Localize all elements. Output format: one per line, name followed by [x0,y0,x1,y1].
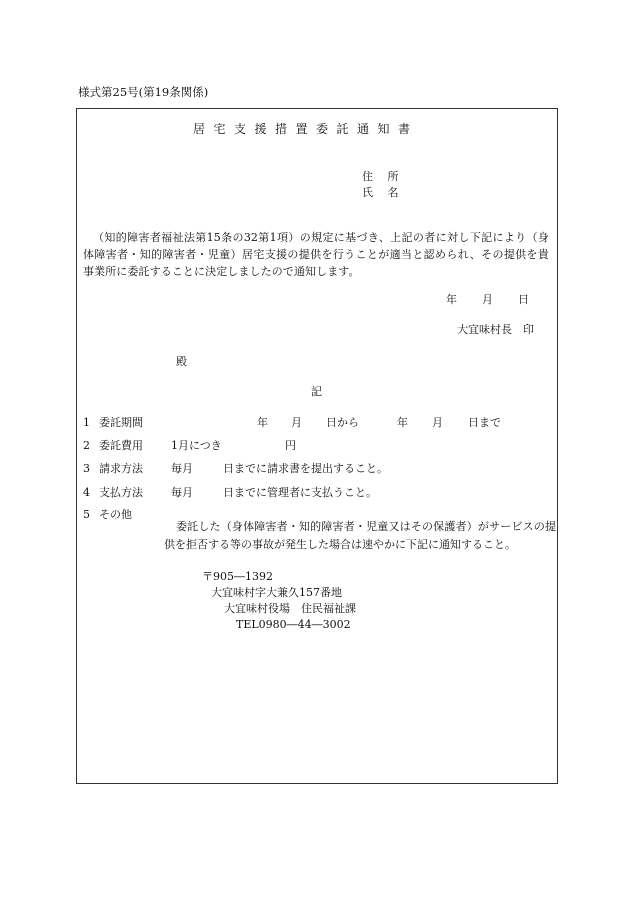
addressee-suffix: 殿 [176,355,187,368]
item-number: 4 [83,486,90,499]
item-period-end-month: 月 [432,416,443,429]
contact-tel: TEL0980―44―3002 [236,618,351,631]
contact-address: 大宜味村字大兼久157番地 [211,586,342,599]
date-year: 年 [446,293,457,306]
form-number-label: 様式第25号(第19条関係) [78,85,209,99]
item-period-start-month: 月 [291,416,302,429]
item-billing-text: 日までに請求書を提出すること。 [223,462,388,475]
item-label-other: その他 [99,508,132,521]
item-label-fee: 委託費用 [99,439,143,452]
item-label-period: 委託期間 [99,416,143,429]
issuer-name: 大宜味村長 印 [457,323,534,336]
item-fee-per-month: 1月につき [171,439,222,452]
document-title: 居宅支援措置委託通知書 [193,122,419,136]
ki-heading: 記 [311,385,322,398]
item-label-payment: 支払方法 [99,486,143,499]
item-payment-text: 日までに管理者に支払うこと。 [223,486,377,499]
item-fee-yen: 円 [285,439,296,452]
date-day: 日 [518,293,529,306]
item-period-start-year: 年 [257,416,268,429]
contact-postal-code: 〒905―1392 [202,570,273,583]
item-number: 1 [83,416,90,429]
item-period-end-day: 日まで [468,416,501,429]
contact-office: 大宜味村役場 住民福祉課 [224,602,356,615]
document-frame [76,108,558,784]
other-note: 委託した（身体障害者・知的障害者・児童又はその保護者）がサービスの提供を拒否する等の事故が発生した場合は速やかに下記に通知すること。 [164,520,556,551]
item-billing-monthly: 毎月 [171,462,193,475]
item-period-start-day: 日から [326,416,359,429]
date-month: 月 [482,293,493,306]
body-text: （知的障害者福祉法第15条の32第1項）の規定に基づき、上記の者に対し下記により（身体障害者・知的障害者・児童）居宅支援の提供を行うことが適当と認められ、その提供を貴事業所に委託することに決定しましたので通知します。 [83,231,549,278]
item-label-billing: 請求方法 [99,462,143,475]
address-label: 住 所 [362,170,399,183]
item-period-end-year: 年 [397,416,408,429]
item-number: 3 [83,462,90,475]
item-number: 2 [83,439,90,452]
name-label: 氏 名 [362,186,399,199]
item-number: 5 [83,508,90,521]
item-payment-monthly: 毎月 [171,486,193,499]
